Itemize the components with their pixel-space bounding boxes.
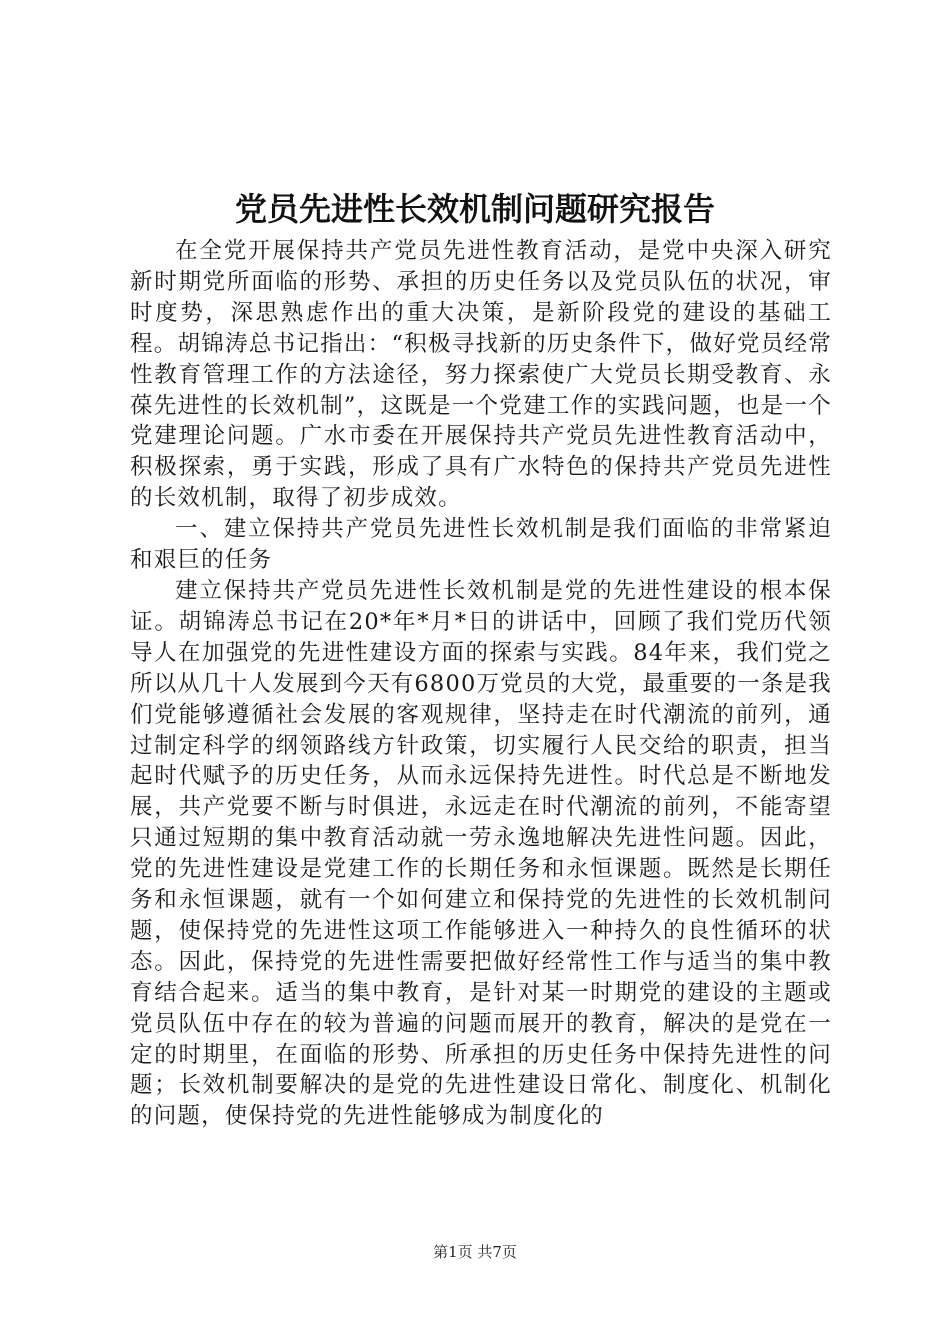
document-body — [130, 236, 832, 1132]
section-heading: 一、建立保持共产党员先进性长效机制是我们面临的非常紧迫和艰巨的任务 — [130, 516, 832, 574]
paragraph-intro: 在全党开展保持共产党员先进性教育活动，是党中央深入研究新时期党所面临的形势、承担的历史任务以及党员队伍的状况，审时度势，深思熟虑作出的重大决策，是新阶段党的建设的基础工程。胡锦涛总书记指出：“积极寻找新的历史条件下，做好党员经常性教育管理工作的方法途径，努力探索使广大党员长期受教育、永葆先进性的长效机制”，这既是一个党建工作的实践问题，也是一个党建理论问题。广水市委在开展保持共产党员先进性教育活动中，积极探索，勇于实践，形成了具有广水特色的保持共产党员先进性的长效机制，取得了初步成效。 — [130, 238, 832, 512]
document-title: 党员先进性长效机制问题研究报告 — [234, 190, 715, 228]
page-number-footer: 第1页 共7页 — [433, 1243, 517, 1261]
paragraph-section-1: 建立保持共产党员先进性长效机制是党的先进性建设的根本保证。胡锦涛总书记在20*年*月*日的讲话中，回顾了我们党历代领导人在加强党的先进性建设方面的探索与实践。84年来，我们党之所以从几十人发展到今天有6800万党员的大党，最重要的一条是我们党能够遵循社会发展的客观规律，坚持走在时代潮流的前列，通过制定科学的纲领路线方针政策，切实履行人民交给的职责，担当起时代赋予的历史任务，从而永远保持先进性。时代总是不断地发展，共产党要不断与时俱进，永远走在时代潮流的前列，不能寄望只通过短期的集中教育活动就一劳永逸地解决先进性问题。因此，党的先进性建设是党建工作的长期任务和永恒课题。既然是长期任务和永恒课题，就有一个如何建立和保持党的先进性的长效机制问题，使保持党的先进性这项工作能够进入一种持久的良性循环的状态。因此，保持党的先进性需要把做好经常性工作与适当的集中教育结合起来。适当的集中教育，是针对某一时期党的建设的主题或党员队伍中存在的较为普遍的问题而展开的教育，解决的是党在一定的时期里，在面临的形势、所承担的历史任务中保持先进性的问题；长效机制要解决的是党的先进性建设日常化、制度化、机制化的问题，使保持党的先进性能够成为制度化的 — [130, 577, 832, 1130]
